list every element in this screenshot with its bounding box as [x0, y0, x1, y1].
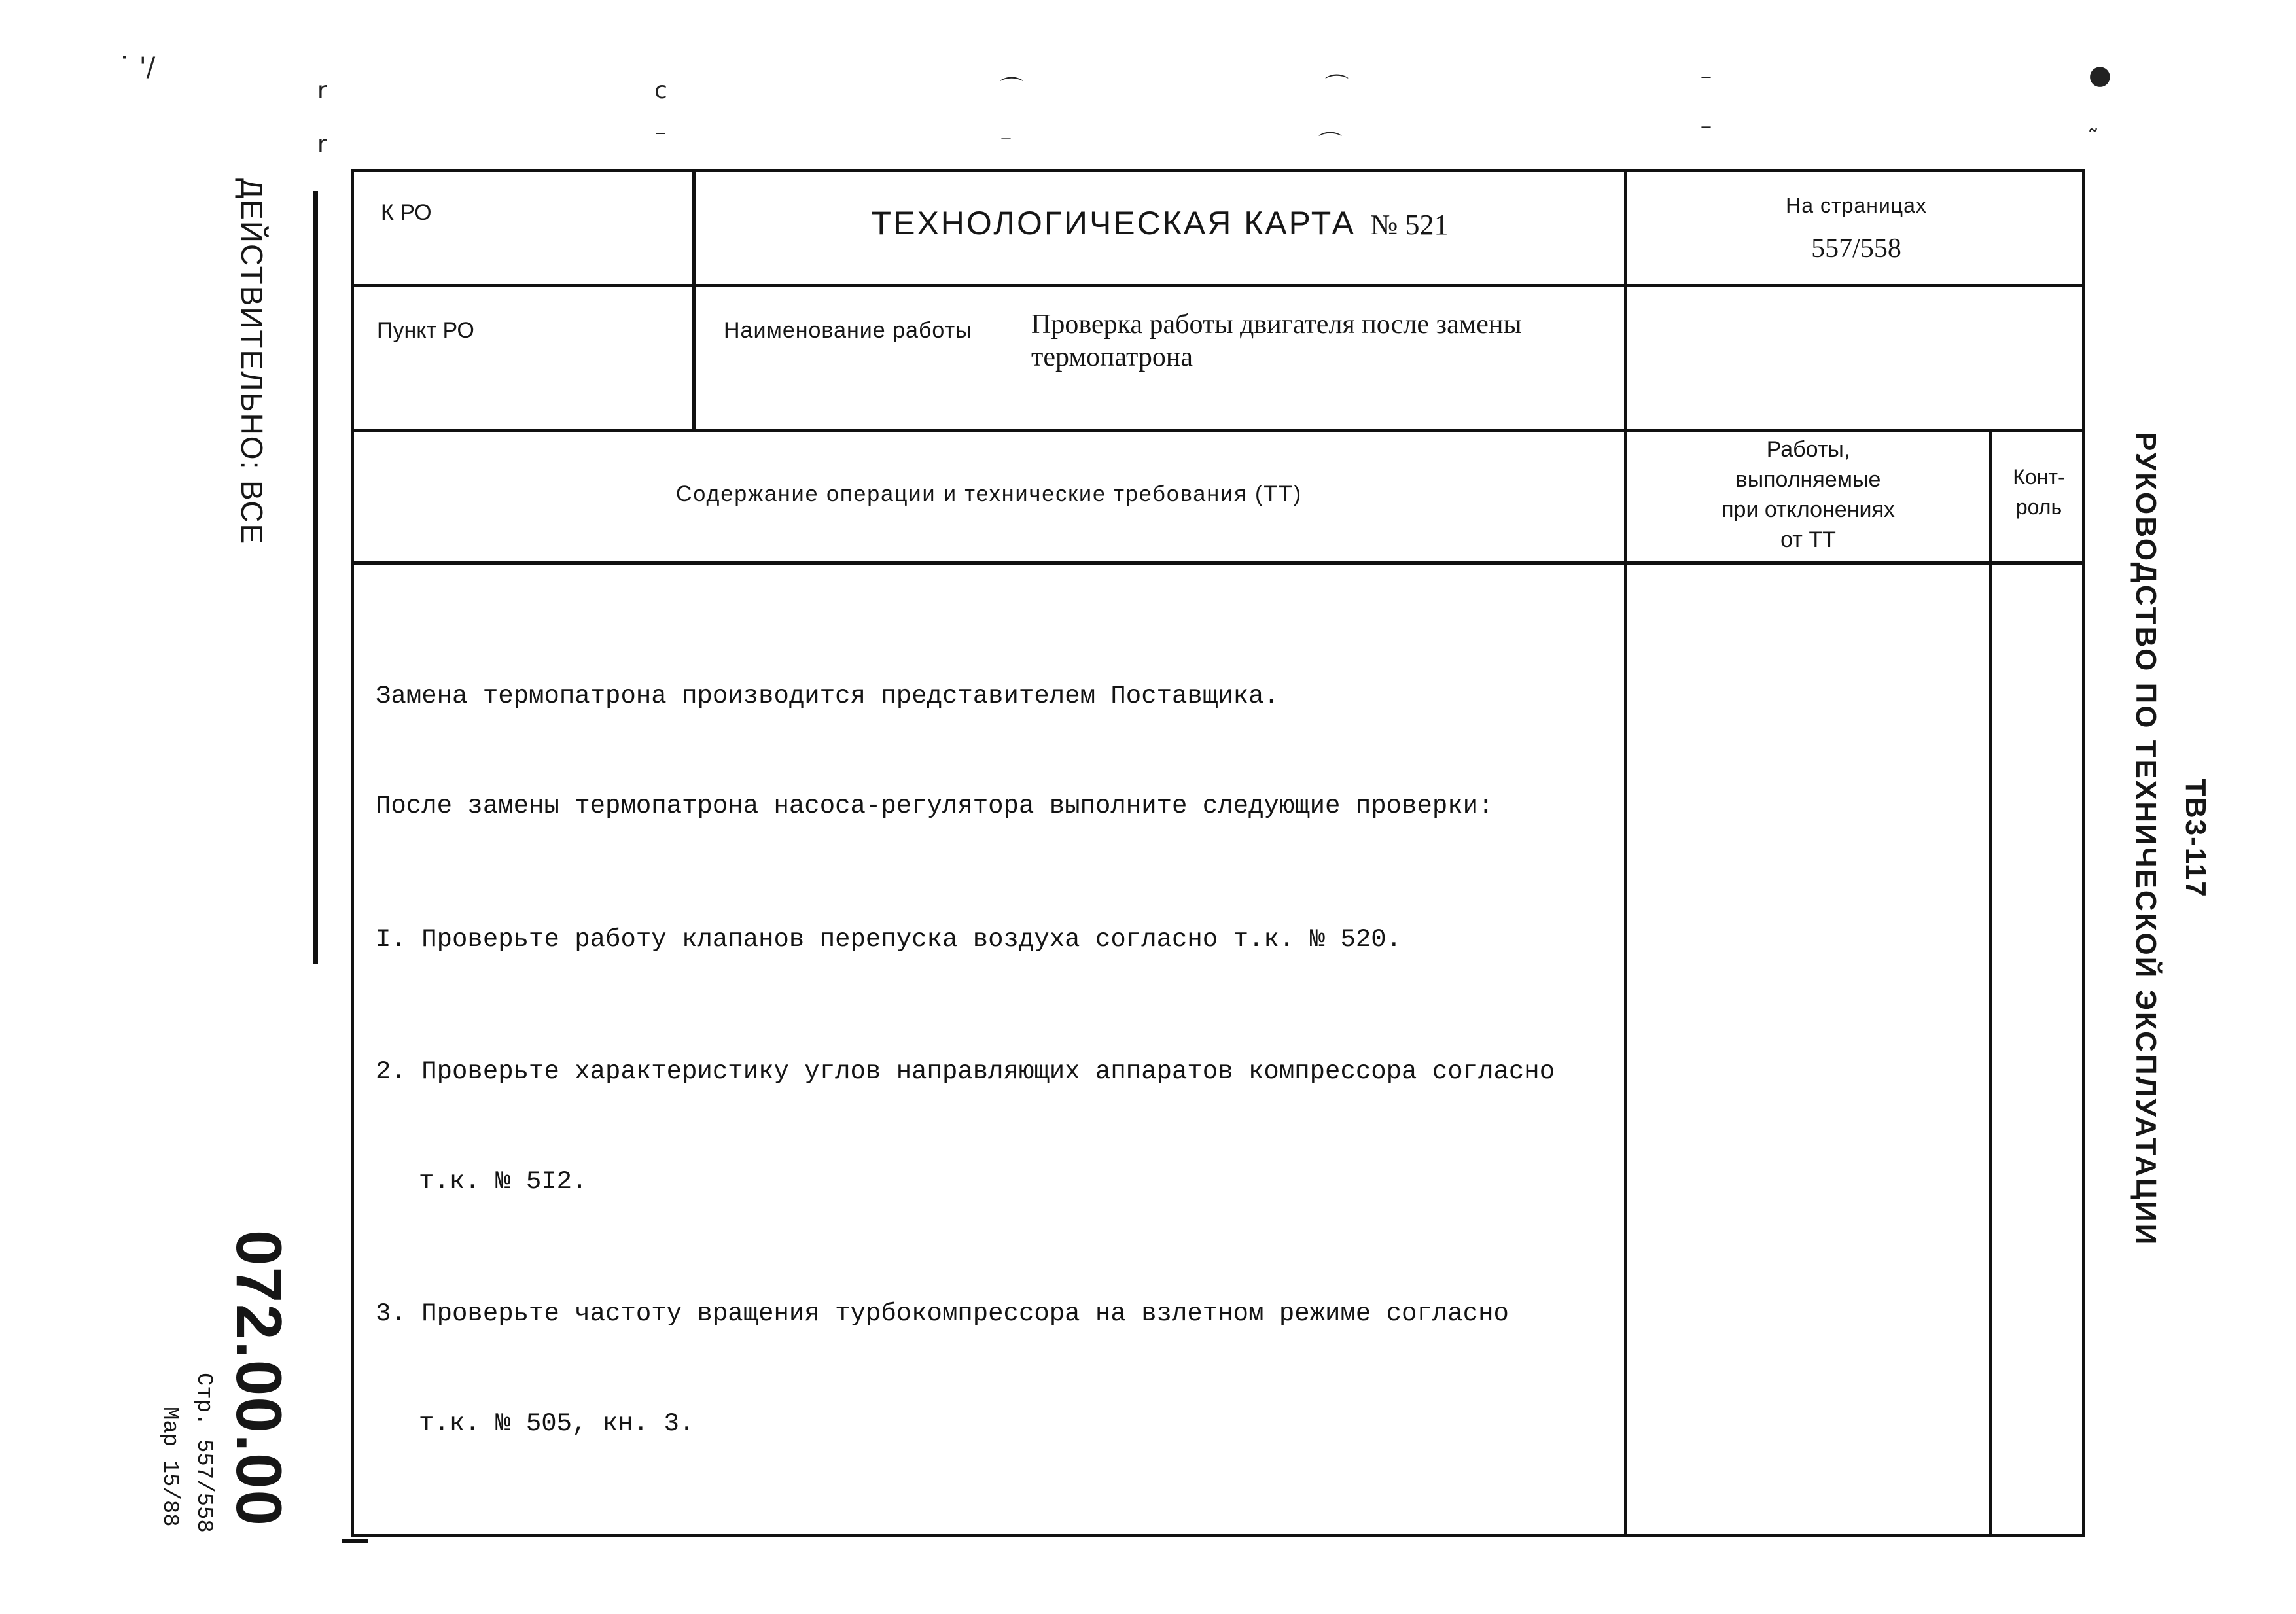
work-name-line-2: термопатрона — [1031, 342, 1193, 372]
intro-line: Замена термопатрона производится представителем Поставщика. — [376, 682, 1279, 711]
operation-content — [376, 605, 1555, 1515]
instruction-item-2-cont: т.к. № 5I2. — [419, 1167, 588, 1196]
scan-mark: ⁻ — [1000, 130, 1013, 156]
column-content-header: Содержание операции и технические требования (ТТ) — [675, 482, 1303, 506]
scan-mark: ˙ '/ — [118, 52, 156, 82]
validity-text: ДЕЙСТВИТЕЛЬНО: ВСЕ — [235, 178, 269, 546]
scan-mark: ˜ — [2087, 126, 2099, 152]
instruction-item-3: 3. Проверьте частоту вращения турбокомпрессора на взлетном режиме согласно — [376, 1299, 1509, 1328]
scan-mark: ⌒ — [1318, 131, 1343, 158]
card-title-block — [696, 204, 1624, 242]
scan-mark: ● — [2089, 60, 2111, 90]
rule-content — [1624, 169, 1627, 1537]
scan-mark: ⌒ — [1000, 76, 1024, 103]
column-deviations-header — [1627, 434, 1989, 555]
control-header-line: Конт- — [2013, 465, 2065, 489]
deviations-header-line: при отклонениях — [1722, 497, 1895, 522]
scan-mark: ⁻ — [654, 124, 667, 151]
scan-mark: ⁻ — [1700, 68, 1713, 95]
rule-header-1 — [351, 284, 2085, 287]
scan-mark: ⌒ — [1325, 73, 1349, 100]
revision-date: Мар 15/88 — [157, 1407, 182, 1527]
aircraft-engine-code: ТВ3-117 — [2180, 779, 2212, 898]
rule-header-2 — [351, 429, 2085, 432]
column-control-header — [1992, 462, 2085, 522]
card-number: № 521 — [1370, 209, 1449, 241]
pages-label: На страницах — [1786, 194, 1927, 217]
intro-line: После замены термопатрона насоса-регулятора выполните следующие проверки: — [376, 792, 1494, 820]
rule-control — [1989, 429, 1992, 1537]
work-name-line-1: Проверка работы двигателя после замены — [1031, 309, 1522, 340]
punkt-ro-label: Пункт РО — [377, 318, 474, 343]
page-reference: Стр. 557/558 — [191, 1373, 216, 1533]
pages-value: 557/558 — [1811, 234, 1901, 264]
scan-mark: ⁻ — [1700, 118, 1713, 145]
instruction-item-2: 2. Проверьте характеристику углов направляющих аппаратов компрессора согласно — [376, 1057, 1555, 1086]
k-ro-label: К РО — [381, 200, 432, 225]
manual-title: РУКОВОДСТВО ПО ТЕХНИЧЕСКОЙ ЭКСПЛУАТАЦИИ — [2130, 432, 2162, 1247]
validity-bar — [313, 191, 318, 964]
scan-mark: c — [654, 77, 667, 104]
rule-columns — [351, 561, 2085, 565]
bottom-left-corner — [342, 1539, 368, 1543]
document-number: 072.00.00 — [223, 1230, 295, 1527]
deviations-header-line: выполняемые — [1735, 467, 1881, 492]
card-title: ТЕХНОЛОГИЧЕСКАЯ КАРТА — [871, 205, 1356, 241]
scan-mark: r — [317, 131, 327, 158]
deviations-header-line: от ТТ — [1780, 527, 1836, 552]
instruction-item-3-cont: т.к. № 505, кн. 3. — [419, 1409, 695, 1438]
scan-mark: r — [317, 77, 327, 104]
work-name-label: Наименование работы — [724, 318, 972, 343]
deviations-header-line: Работы, — [1766, 437, 1850, 462]
instruction-item-1: I. Проверьте работу клапанов перепуска воздуха согласно т.к. № 520. — [376, 925, 1402, 954]
control-header-line: роль — [2015, 495, 2062, 519]
